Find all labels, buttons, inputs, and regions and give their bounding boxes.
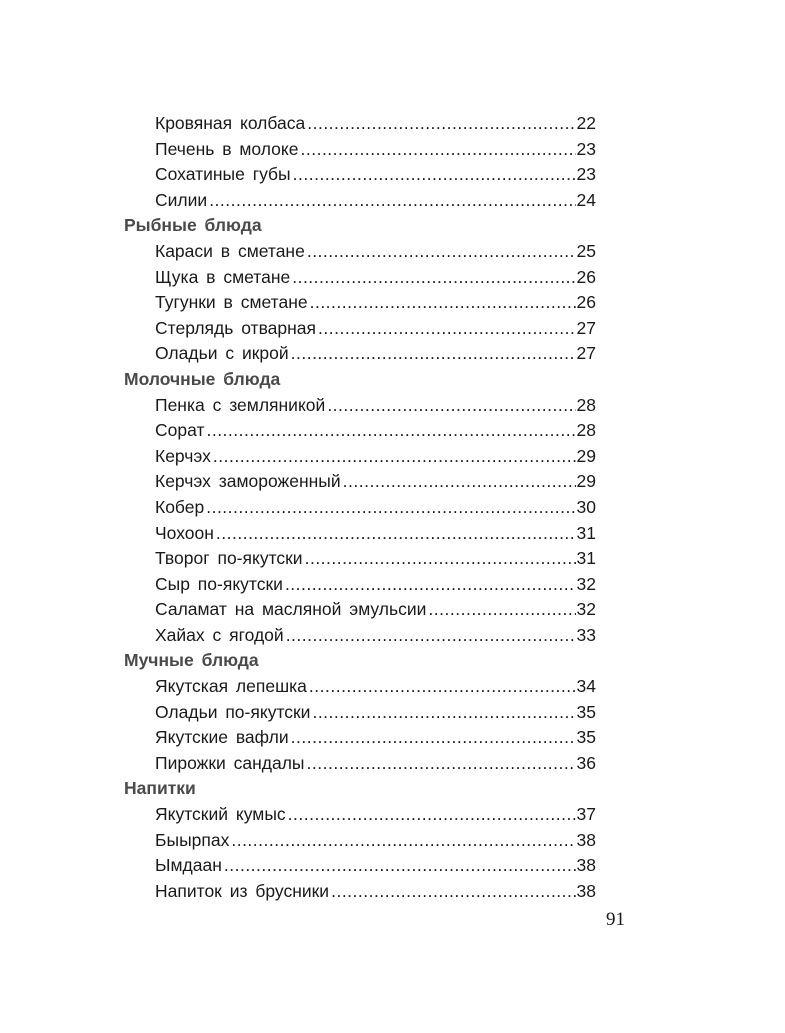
entry-title: Керчэх замороженный (155, 471, 341, 492)
dot-leader (301, 139, 576, 160)
entry-page-number: 37 (576, 804, 596, 825)
dot-leader (307, 753, 576, 774)
dot-leader (291, 727, 576, 748)
entry-page-number: 34 (576, 676, 596, 697)
entry-page-number: 32 (576, 599, 596, 620)
toc-entry (124, 343, 596, 369)
toc-entry (124, 727, 596, 753)
toc-entry (124, 113, 596, 139)
entry-page-number: 27 (576, 343, 596, 364)
entry-title: Якутский кумыс (155, 804, 286, 825)
dot-leader (312, 702, 575, 723)
entry-page-number: 23 (576, 138, 596, 159)
toc-entry (124, 164, 596, 190)
dot-leader (213, 446, 576, 467)
toc-entry (124, 548, 596, 574)
dot-leader (285, 574, 576, 595)
entry-title: Творог по-якутски (155, 548, 303, 569)
toc-entry (124, 574, 596, 600)
toc-entry (124, 241, 596, 267)
dot-leader (206, 420, 575, 441)
entry-page-number: 28 (576, 394, 596, 415)
dot-leader (305, 548, 576, 569)
dot-leader (307, 113, 575, 134)
entry-page-number: 31 (576, 548, 596, 569)
section-title: Рыбные блюда (124, 215, 262, 236)
toc-entry (124, 267, 596, 293)
entry-page-number: 30 (576, 496, 596, 517)
entry-page-number: 33 (576, 624, 596, 645)
dot-leader (293, 164, 576, 185)
entry-page-number: 28 (576, 420, 596, 441)
entry-title: Керчэх (155, 445, 211, 466)
entry-page-number: 29 (576, 471, 596, 492)
toc-entry (124, 523, 596, 549)
entry-page-number: 25 (576, 240, 596, 261)
toc-entry (124, 395, 596, 421)
toc-entry (124, 804, 596, 830)
entry-title: Чохоон (155, 522, 214, 543)
dot-leader (309, 676, 576, 697)
section-title: Мучные блюда (124, 650, 259, 671)
toc-entry (124, 855, 596, 881)
entry-page-number: 27 (576, 317, 596, 338)
toc-entry (124, 497, 596, 523)
entry-title: Щука в сметане (155, 266, 291, 287)
toc-entry (124, 676, 596, 702)
entry-title: Быырпах (155, 829, 230, 850)
dot-leader (310, 292, 576, 313)
dot-leader (288, 804, 576, 825)
entry-page-number: 38 (576, 829, 596, 850)
toc-entry (124, 753, 596, 779)
entry-page-number: 26 (576, 292, 596, 313)
entry-page-number: 22 (576, 113, 596, 133)
entry-title: Оладьи с икрой (155, 343, 289, 364)
entry-page-number: 31 (576, 522, 596, 543)
entry-title: Кровяная колбаса (155, 113, 306, 133)
entry-page-number: 32 (576, 573, 596, 594)
toc-entry (124, 881, 596, 907)
entry-page-number: 26 (576, 266, 596, 287)
dot-leader (343, 471, 576, 492)
entry-page-number: 38 (576, 880, 596, 901)
entry-title: Якутская лепешка (155, 676, 307, 697)
toc-section-heading (124, 650, 596, 676)
entry-title: Печень в молоке (155, 138, 299, 159)
entry-page-number: 38 (576, 855, 596, 876)
toc-entry (124, 599, 596, 625)
dot-leader (291, 343, 576, 364)
entry-title: Саламат на масляной эмульсии (155, 599, 427, 620)
toc-entry (124, 318, 596, 344)
dot-leader (292, 267, 575, 288)
entry-title: Пирожки сандалы (155, 752, 305, 773)
dot-leader (216, 523, 576, 544)
toc-section-heading (124, 778, 596, 804)
dot-leader (224, 855, 576, 876)
entry-title: Напиток из брусники (155, 880, 330, 901)
toc-entry (124, 446, 596, 472)
entry-page-number: 35 (576, 701, 596, 722)
section-title: Молочные блюда (124, 368, 281, 389)
toc-entry (124, 702, 596, 728)
table-of-contents (124, 113, 596, 906)
dot-leader (206, 497, 575, 518)
toc-entry (124, 830, 596, 856)
entry-title: Кобер (155, 496, 205, 517)
entry-title: Караси в сметане (155, 240, 305, 261)
toc-entry (124, 420, 596, 446)
toc-section-heading (124, 215, 596, 241)
entry-title: Пенка с земляникой (155, 394, 326, 415)
entry-title: Сыр по-якутски (155, 573, 283, 594)
page-number: 91 (606, 909, 625, 930)
toc-entry (124, 292, 596, 318)
dot-leader (209, 190, 575, 211)
entry-title: Хайах с ягодой (155, 624, 284, 645)
entry-title: Сорат (155, 420, 205, 441)
dot-leader (327, 395, 575, 416)
entry-page-number: 29 (576, 445, 596, 466)
section-title: Напитки (124, 778, 196, 799)
toc-entry (124, 625, 596, 651)
dot-leader (231, 830, 575, 851)
dot-leader (318, 318, 576, 339)
entry-title: Якутские вафли (155, 727, 289, 748)
entry-title: Оладьи по-якутски (155, 701, 311, 722)
entry-title: Стерлядь отварная (155, 317, 317, 338)
entry-title: Силии (155, 189, 208, 210)
toc-entry (124, 190, 596, 216)
toc-entry (124, 139, 596, 165)
entry-title: Тугунки в сметане (155, 292, 308, 313)
entry-title: Ымдаан (155, 855, 222, 876)
dot-leader (307, 241, 576, 262)
dot-leader (428, 599, 575, 620)
entry-page-number: 24 (576, 189, 596, 210)
entry-page-number: 23 (576, 164, 596, 185)
dot-leader (331, 881, 575, 902)
entry-page-number: 36 (576, 752, 596, 773)
toc-entry (124, 471, 596, 497)
toc-section-heading (124, 369, 596, 395)
entry-title: Сохатиные губы (155, 164, 291, 185)
dot-leader (286, 625, 576, 646)
entry-page-number: 35 (576, 727, 596, 748)
